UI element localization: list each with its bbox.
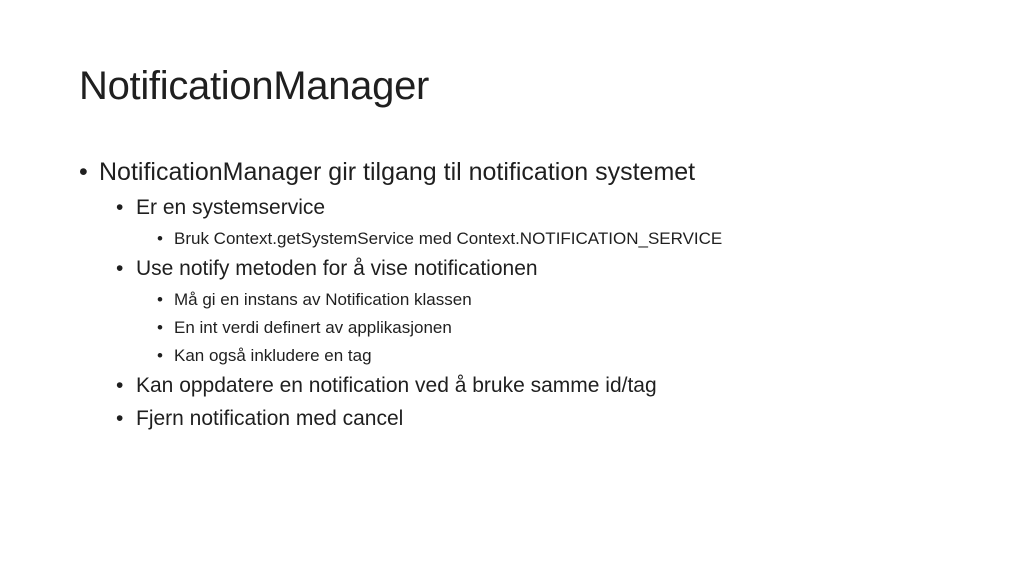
bullet-item-level-2 [116,255,538,283]
bullet-icon: • [116,196,124,219]
bullet-icon: • [157,290,163,309]
bullet-item-level-2 [116,372,657,400]
bullet-text: Må gi en instans av Notification klassen [174,290,472,309]
bullet-icon: • [116,374,124,397]
bullet-icon: • [116,257,124,280]
bullet-icon: • [157,318,163,337]
slide-title: NotificationManager [79,64,430,108]
bullet-item-level-3 [157,316,452,340]
bullet-item-level-2 [116,405,404,433]
bullet-icon: • [79,158,88,186]
bullet-text: En int verdi definert av applikasjonen [174,318,452,337]
bullet-text: Er en systemservice [136,196,326,219]
bullet-text: Fjern notification med cancel [136,407,404,430]
bullet-text: Kan oppdatere en notification ved å bruke samme id/tag [136,374,657,397]
bullet-item-level-2 [116,194,326,222]
bullet-item-level-3 [157,288,472,312]
bullet-icon: • [116,407,124,430]
bullet-icon: • [157,229,163,248]
bullet-text: Bruk Context.getSystemService med Context.NOTIFICATION_SERVICE [174,229,723,248]
bullet-text: NotificationManager gir tilgang til notification systemet [99,158,696,186]
bullet-item-level-3 [157,344,372,368]
bullet-icon: • [157,346,163,365]
bullet-text: Use notify metoden for å vise notificationen [136,257,538,280]
bullet-item-level-1 [79,156,696,188]
bullet-item-level-3 [157,227,723,251]
bullet-text: Kan også inkludere en tag [174,346,372,365]
